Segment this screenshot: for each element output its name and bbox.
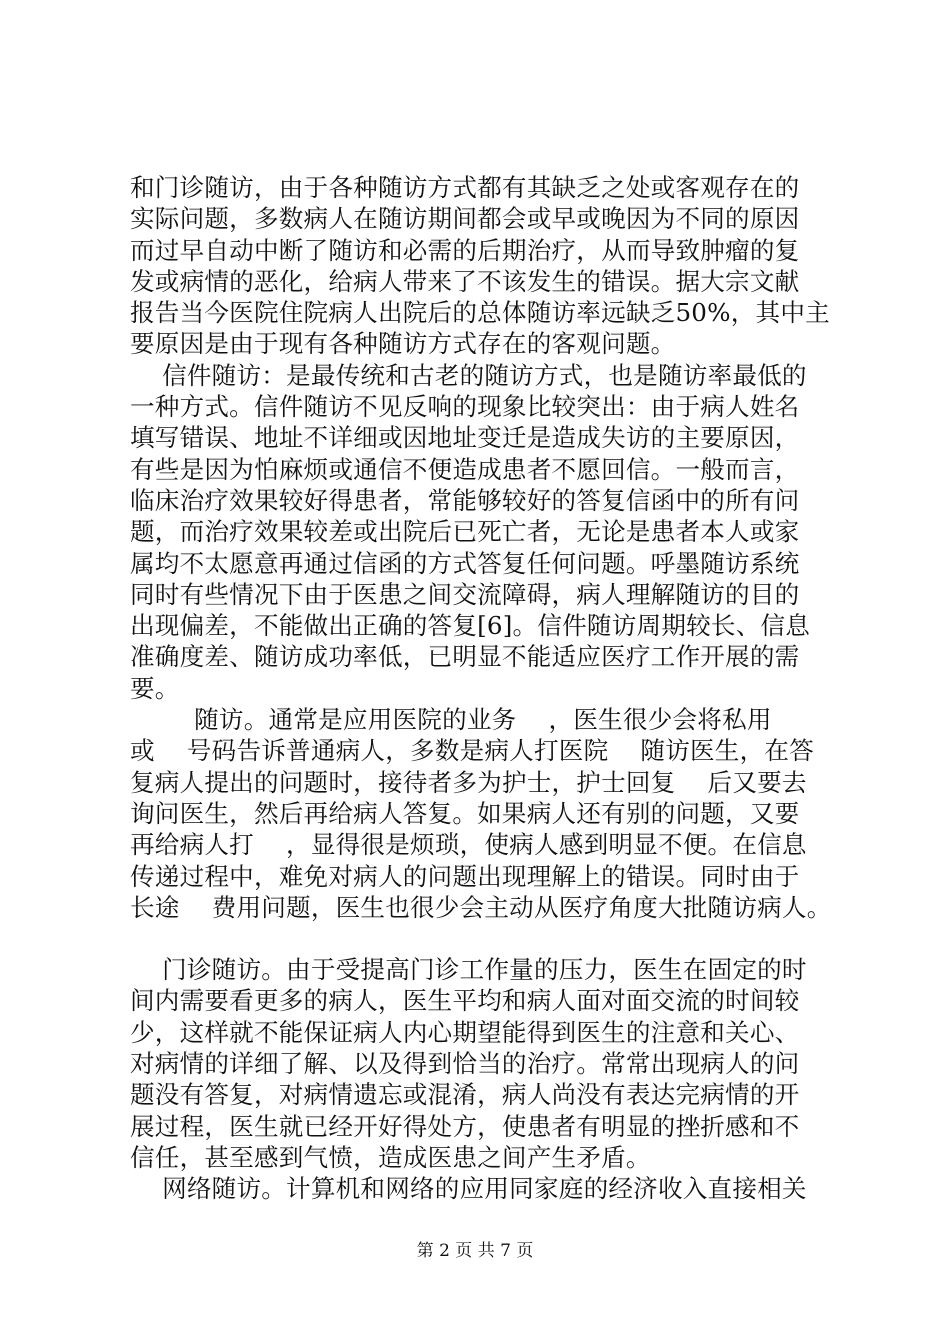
text-line: 填写错误、地址不详细或因地址变迁是造成失访的主要原因， [130, 423, 800, 453]
paragraph [130, 172, 850, 360]
paragraph [130, 1173, 850, 1204]
text-line: 随访。通常是应用医院的业务 ，医生很少会将私用 [130, 705, 772, 735]
text-line: 信件随访：是最传统和古老的随访方式，也是随访率最低的 [130, 360, 807, 390]
text-line: 属均不太愿意再通过信函的方式答复任何问题。呼墨随访系统 [130, 548, 800, 578]
text-line: 出现偏差，不能做出正确的答复[6]。信件随访周期较长、信息 [130, 611, 811, 641]
text-line: 发或病情的恶化，给病人带来了不该发生的错误。据大宗文献 [130, 266, 800, 296]
text-line: 要原因是由于现有各种随访方式存在的客观问题。 [130, 329, 676, 359]
text-line: 间内需要看更多的病人，医生平均和病人面对面交流的时间较 [130, 986, 800, 1016]
text-line: 复病人提出的问题时，接待者多为护士，护士回复 后又要去 [130, 767, 807, 797]
text-line: 询问医生，然后再给病人答复。如果病人还有别的问题，又要 [130, 798, 800, 828]
text-line: 网络随访。计算机和网络的应用同家庭的经济收入直接相关 [130, 1174, 807, 1204]
page-footer: 第 2 页 共 7 页 [416, 1241, 534, 1261]
text-line: 传递过程中，难免对病人的问题出现理解上的错误。同时由于 [130, 861, 800, 891]
text-line: 或 号码告诉普通病人，多数是病人打医院 随访医生，在答 [130, 736, 814, 766]
text-line: 临床治疗效果较好得患者，常能够较好的答复信函中的所有问 [130, 485, 800, 515]
text-line: 要。 [130, 673, 180, 703]
document-body [130, 172, 850, 1205]
text-line: 少，这样就不能保证病人内心期望能得到医生的注意和关心、 [130, 1017, 800, 1047]
text-line: 对病情的详细了解、以及得到恰当的治疗。常常出现病人的问 [130, 1049, 800, 1079]
text-line: 报告当今医院住院病人出院后的总体随访率远缺乏50%，其中主 [130, 298, 830, 328]
text-line: 而过早自动中断了随访和必需的后期治疗，从而导致肿瘤的复 [130, 235, 800, 265]
text-line: 题，而治疗效果较差或出院后已死亡者，无论是患者本人或家 [130, 517, 800, 547]
paragraph [130, 360, 850, 704]
paragraph [130, 954, 850, 1173]
text-line: 有些是因为怕麻烦或通信不便造成患者不愿回信。一般而言， [130, 454, 800, 484]
text-line: 同时有些情况下由于医患之间交流障碍，病人理解随访的目的 [130, 579, 800, 609]
paragraph [130, 704, 850, 923]
text-line: 实际问题，多数病人在随访期间都会或早或晚因为不同的原因 [130, 204, 800, 234]
text-line: 信任，甚至感到气愤，造成医患之间产生矛盾。 [130, 1142, 651, 1172]
text-line: 和门诊随访，由于各种随访方式都有其缺乏之处或客观存在的 [130, 173, 800, 202]
text-line: 长途 费用问题，医生也很少会主动从医疗角度大批随访病人。 [130, 892, 832, 922]
text-line: 展过程，医生就已经开好得处方，使患者有明显的挫折感和不 [130, 1111, 800, 1141]
text-line: 一种方式。信件随访不见反响的现象比较突出：由于病人姓名 [130, 392, 800, 422]
text-line: 门诊随访。由于受提高门诊工作量的压力，医生在固定的时 [130, 955, 807, 985]
paragraph-gap [130, 923, 850, 954]
text-line: 题没有答复，对病情遗忘或混淆，病人尚没有表达完病情的开 [130, 1080, 800, 1110]
text-line: 再给病人打 ，显得很是烦琐，使病人感到明显不便。在信息 [130, 830, 807, 860]
text-line: 准确度差、随访成功率低，已明显不能适应医疗工作开展的需 [130, 642, 800, 672]
